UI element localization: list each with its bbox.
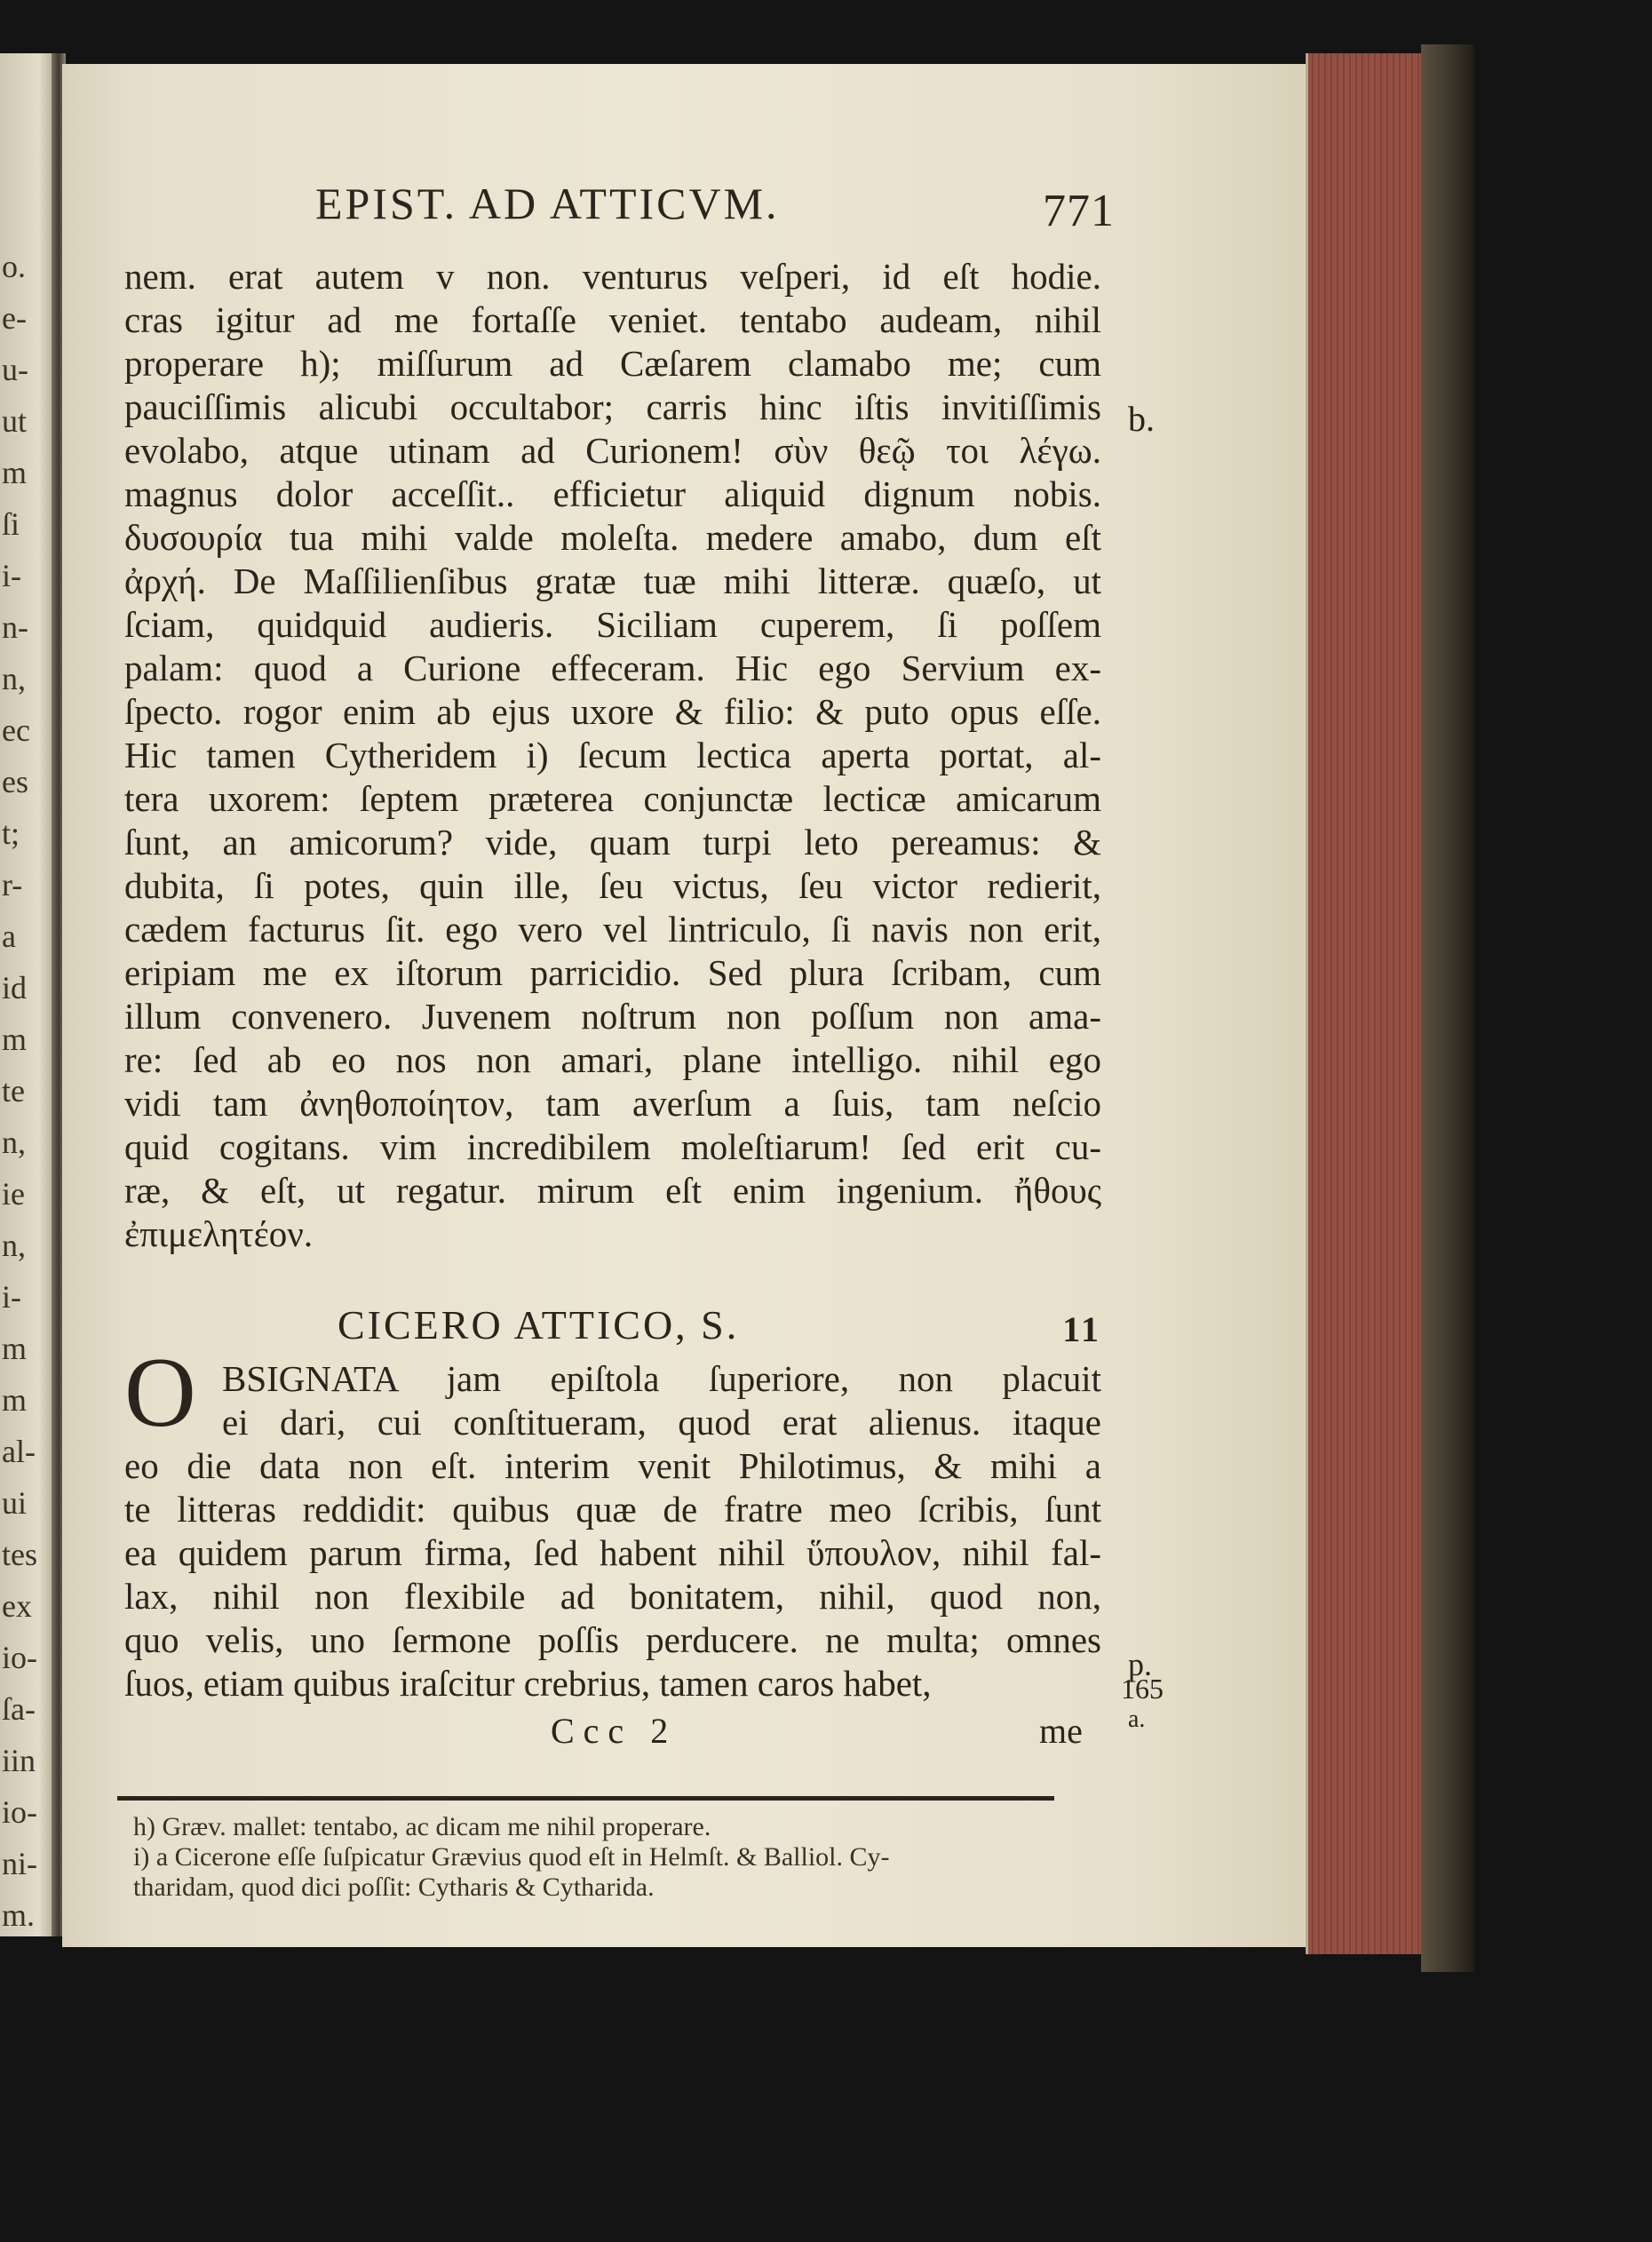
left-page-fragment: n, <box>2 1125 26 1160</box>
margin-note-b: b. <box>1128 399 1155 439</box>
text-line: ſuos, etiam quibus iraſcitur crebrius, tamen caros habet, <box>124 1663 932 1704</box>
left-page-fragment: m <box>2 1382 28 1418</box>
text-line: BSIGNATA jam epiſtola ſuperiore, non placuit <box>222 1358 1101 1399</box>
margin-note-a: a. <box>1128 1705 1146 1733</box>
footnote-line: i) a Cicerone eſſe ſuſpicatur Grævius quod eſt in Helmſt. & Balliol. Cy- <box>133 1842 890 1872</box>
text-line: ea quidem parum firma, ſed habent nihil ὕπουλον, nihil fal- <box>124 1532 1101 1573</box>
margin-note-p: p. <box>1128 1647 1152 1682</box>
text-line: evolabo, atque utinam ad Curionem! σὺν θεῷ τοι λέγω. <box>124 430 1101 471</box>
footnotes <box>133 1812 1092 1903</box>
left-page-fragment: ſi <box>2 506 20 542</box>
left-page-fragment: m <box>2 455 28 490</box>
left-page-fragment: id <box>2 970 28 1006</box>
left-page-fragment: a <box>2 918 16 954</box>
book-cover <box>1421 44 1474 1972</box>
text-line: ſpecto. rogor enim ab ejus uxore & filio: & puto opus eſſe. <box>124 691 1101 732</box>
running-header <box>315 178 1115 249</box>
left-page-fragment: ſa- <box>2 1691 36 1727</box>
text-line: ἀρχή. De Maſſilienſibus gratæ tuæ mihi litteræ. quæſo, ut <box>124 560 1101 601</box>
left-page-fragment: r- <box>2 867 23 902</box>
left-page-fragment: tes <box>2 1537 37 1572</box>
left-page-fragment: ni- <box>2 1846 37 1881</box>
left-page-fragment: e- <box>2 300 27 336</box>
left-page-fragment: m <box>2 1331 28 1366</box>
text-line: nem. erat autem v non. venturus veſperi, id eſt hodie. <box>124 256 1101 297</box>
text-line: δυσουρία tua mihi valde moleſta. medere amabo, dum eſt <box>124 517 1101 558</box>
page-edges <box>1306 53 1424 1954</box>
text-line: quid cogitans. vim incredibilem moleſtiarum! ſed erit cu- <box>124 1126 1101 1167</box>
drop-cap: O <box>124 1338 196 1448</box>
footnote-line: tharidam, quod dici poſſit: Cytharis & Cytharida. <box>133 1872 655 1902</box>
margin-note-num: 165 <box>1121 1673 1164 1705</box>
letter-heading-title: CICERO ATTICO, S. <box>338 1302 740 1348</box>
text-line: illum convenero. Juvenem noſtrum non poſſum non ama- <box>124 996 1101 1037</box>
left-page-fragment: al- <box>2 1434 36 1469</box>
text-line: dubita, ſi potes, quin ille, ſeu victus, ſeu victor redierit, <box>124 865 1101 906</box>
left-page-fragment: ie <box>2 1176 25 1212</box>
text-line: palam: quod a Curione effeceram. Hic ego Servium ex- <box>124 648 1101 688</box>
left-page-fragment: m. <box>2 1897 36 1933</box>
left-page-fragment: n, <box>2 1228 26 1263</box>
left-page-fragment: iin <box>2 1743 36 1778</box>
text-line: properare h); miſſurum ad Cæſarem clamabo me; cum <box>124 343 1101 384</box>
left-page-fragment: ut <box>2 403 28 439</box>
text-line: lax, nihil non flexibile ad bonitatem, nihil, quod non, <box>124 1576 1101 1617</box>
text-line: ræ, & eſt, ut regatur. mirum eſt enim ingenium. ἤθους <box>124 1170 1101 1211</box>
left-page-fragment: n, <box>2 661 26 696</box>
page-number: 771 <box>1043 186 1115 236</box>
text-line: eripiam me ex iſtorum parricidio. Sed plura ſcribam, cum <box>124 952 1101 993</box>
left-page-edge <box>0 53 55 1936</box>
left-page-fragment: ec <box>2 712 30 748</box>
footnote-rule <box>117 1796 1054 1801</box>
left-page-fragment: i- <box>2 1279 21 1315</box>
left-page-fragment: io- <box>2 1640 37 1675</box>
left-page-fragment: n- <box>2 609 28 645</box>
text-line: eo die data non eſt. interim venit Philotimus, & mihi a <box>124 1445 1101 1486</box>
left-page-fragment: ui <box>2 1485 28 1521</box>
text-line: ei dari, cui conſtitueram, quod erat alienus. itaque <box>222 1402 1101 1443</box>
footnote-line: h) Græv. mallet: tentabo, ac dicam me nihil properare. <box>133 1812 711 1841</box>
left-page-fragment: i- <box>2 558 21 593</box>
text-line: vidi tam ἀνηθοποίητον, tam averſum a ſuis, tam neſcio <box>124 1083 1101 1124</box>
letter-number: 11 <box>1062 1309 1101 1349</box>
text-line: magnus dolor acceſſit.. efficietur aliquid dignum nobis. <box>124 473 1101 514</box>
text-line: te litteras reddidit: quibus quæ de fratre meo ſcribis, ſunt <box>124 1489 1101 1530</box>
text-line: quo velis, uno ſermone poſſis perducere. ne multa; omnes <box>124 1619 1101 1660</box>
text-line: ἐπιμελητέον. <box>124 1213 314 1254</box>
second-letter-body <box>124 1357 1101 1705</box>
catchword: me <box>1039 1711 1083 1751</box>
left-page-fragment: m <box>2 1022 28 1057</box>
letter-body <box>124 255 1101 1256</box>
left-page-fragment: ex <box>2 1588 32 1624</box>
text-line: ſciam, quidquid audieris. Siciliam cuperem, ſi poſſem <box>124 604 1101 645</box>
left-page-fragment: te <box>2 1073 25 1109</box>
left-page-fragment: o. <box>2 249 26 284</box>
left-page-fragment: es <box>2 764 28 799</box>
text-line: Hic tamen Cytheridem i) ſecum lectica aperta portat, al- <box>124 735 1101 775</box>
text-line: re: ſed ab eo nos non amari, plane intelligo. nihil ego <box>124 1039 1101 1080</box>
text-line: cædem facturus ſit. ego vero vel lintriculo, ſi navis non erit, <box>124 909 1101 950</box>
text-line: pauciſſimis alicubi occultabor; carris hinc iſtis invitiſſimis <box>124 386 1101 427</box>
left-page-fragment: t; <box>2 815 20 851</box>
text-line: ſunt, an amicorum? vide, quam turpi leto pereamus: & <box>124 822 1101 863</box>
left-page-fragment: io- <box>2 1794 37 1830</box>
left-page-fragment: u- <box>2 352 28 387</box>
text-line: tera uxorem: ſeptem præterea conjunctæ lecticæ amicarum <box>124 778 1101 819</box>
signature-mark: Ccc 2 <box>551 1711 678 1751</box>
header-title: EPIST. AD ATTICVM. <box>315 179 780 228</box>
text-line: cras igitur ad me fortaſſe veniet. tentabo audeam, nihil <box>124 299 1101 340</box>
letter-heading <box>124 1301 1101 1355</box>
